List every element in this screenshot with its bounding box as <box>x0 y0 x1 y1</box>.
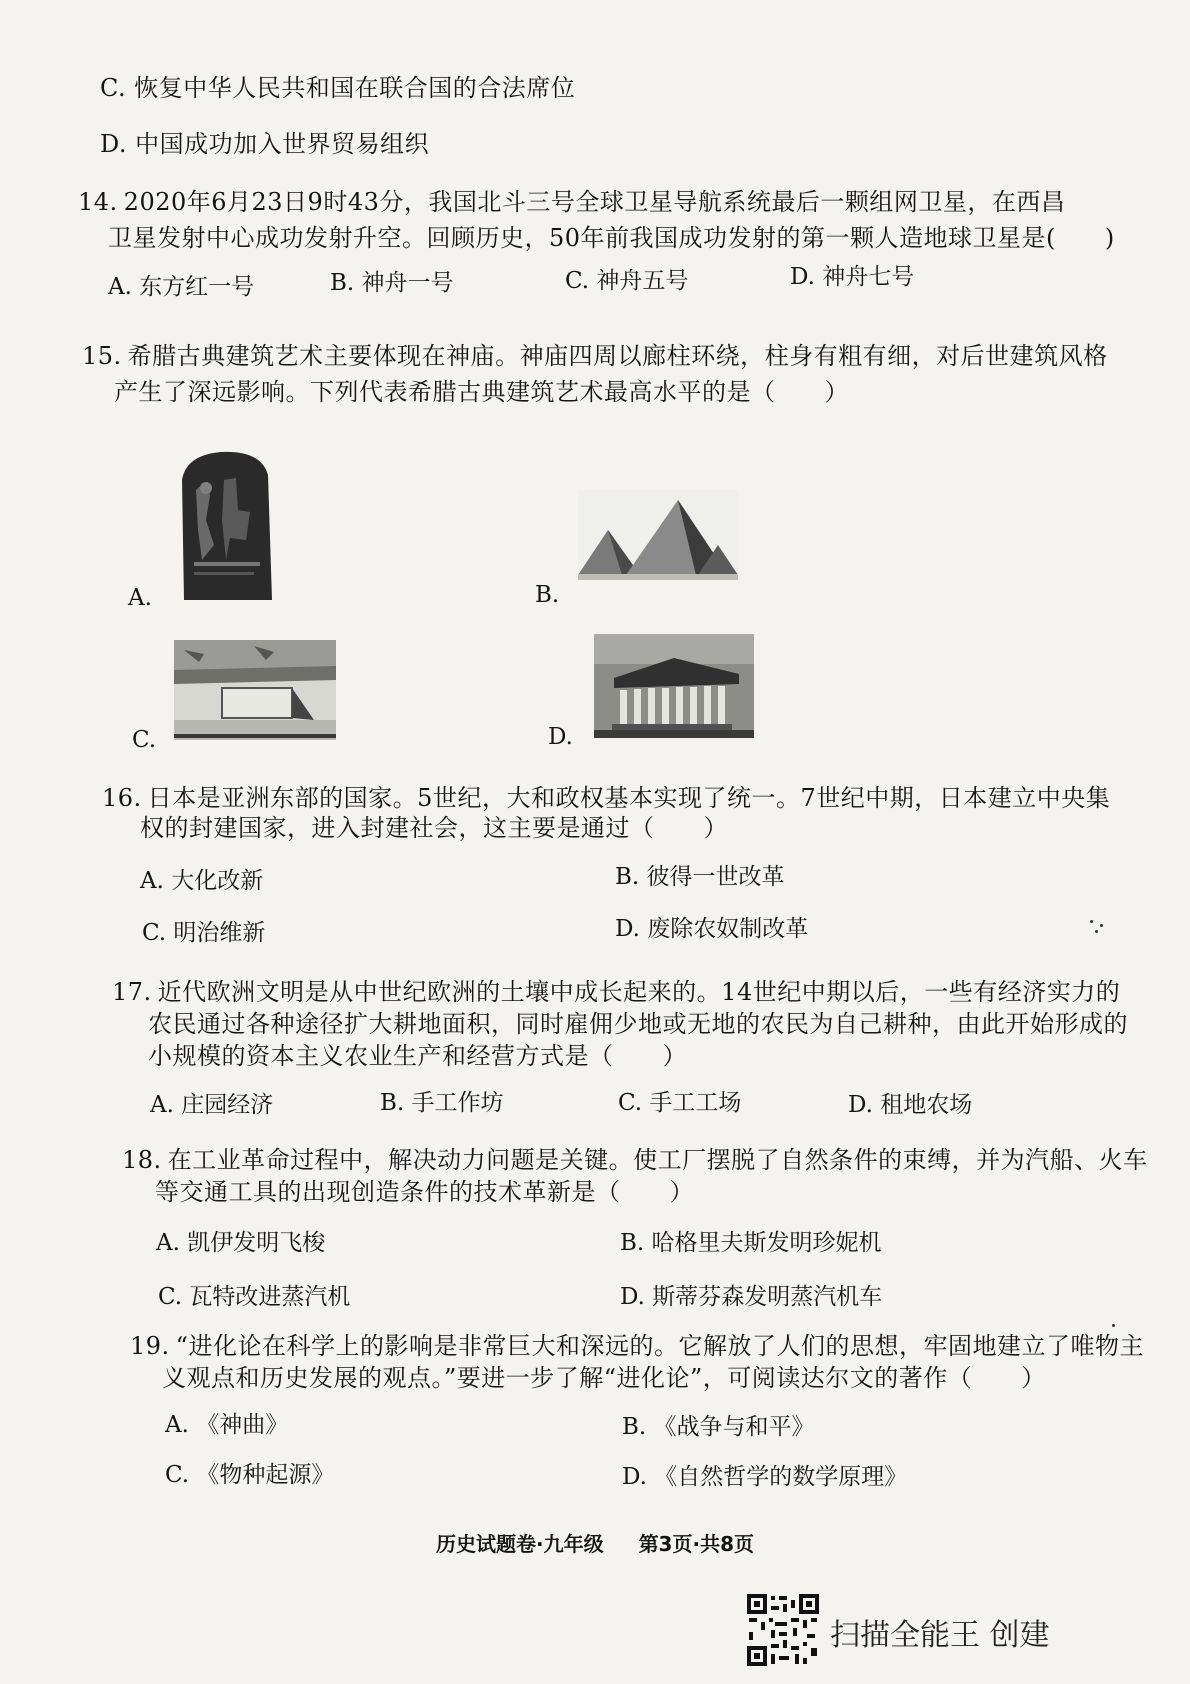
q17-line-1: 17. 近代欧洲文明是从中世纪欧洲的土壤中成长起来的。14世纪中期以后，一些有经济实力的 <box>112 978 1121 1006</box>
q19-line-2: 义观点和历史发展的观点。”要进一步了解“进化论”，可阅读达尔文的著作（ ） <box>162 1364 1046 1392</box>
scan-speck <box>1090 920 1093 923</box>
page-footer <box>0 1528 1190 1557</box>
q17-option-c: C. 手工工场 <box>618 1090 742 1116</box>
q19-option-a: A. 《神曲》 <box>165 1412 289 1438</box>
image-label-b: B. <box>535 582 560 608</box>
question-number: 19. <box>130 1332 170 1360</box>
q19-option-d: D. 《自然哲学的数学原理》 <box>622 1464 908 1490</box>
q14-option-c: C. 神舟五号 <box>565 268 689 294</box>
q16-line-1: 16. 日本是亚洲东部的国家。5世纪，大和政权基本实现了统一。7世纪中期，日本建立中央集 <box>102 784 1111 812</box>
question-number: 14. <box>78 188 118 216</box>
q18-line-2: 等交通工具的出现创造条件的技术革新是（ ） <box>155 1178 694 1206</box>
q18-line-1: 18. 在工业革命过程中，解决动力问题是关键。使工厂摆脱了自然条件的束缚，并为汽船、火车 <box>122 1146 1148 1174</box>
q19-option-b: B. 《战争与和平》 <box>622 1414 815 1440</box>
q17-line-3: 小规模的资本主义农业生产和经营方式是（ ） <box>148 1042 687 1070</box>
scan-speck <box>1112 1324 1115 1327</box>
q13-option-d: D. 中国成功加入世界贸易组织 <box>100 130 430 158</box>
q19-line-1: 19. “进化论在科学上的影响是非常巨大和深远的。它解放了人们的思想，牢固地建立了唯物主 <box>130 1332 1144 1360</box>
ancient-ruins-image <box>174 640 336 740</box>
q18-option-d: D. 斯蒂芬森发明蒸汽机车 <box>620 1284 883 1310</box>
page-number: 第3页·共8页 <box>638 1532 754 1556</box>
pyramids-image <box>578 490 738 580</box>
question-number: 17. <box>112 978 152 1006</box>
scanner-watermark <box>745 1592 1075 1672</box>
q14-line-1: 14. 2020年6月23日9时43分，我国北斗三号全球卫星导航系统最后一颗组网卫星，在西昌 <box>78 188 1066 216</box>
q13-option-c: C. 恢复中华人民共和国在联合国的合法席位 <box>100 74 576 102</box>
q18-option-a: A. 凯伊发明飞梭 <box>156 1230 326 1256</box>
q15-line-2: 产生了深远影响。下列代表希腊古典建筑艺术最高水平的是（ ） <box>114 378 849 406</box>
q16-option-a: A. 大化改新 <box>140 868 264 894</box>
qr-code-icon <box>745 1592 821 1668</box>
question-number: 16. <box>102 784 142 812</box>
q18-option-c: C. 瓦特改进蒸汽机 <box>158 1284 351 1310</box>
q16-option-c: C. 明治维新 <box>142 920 266 946</box>
scan-speck <box>1095 930 1098 933</box>
paper-title: 历史试题卷·九年级 <box>435 1532 604 1556</box>
watermark-text: 扫描全能王 创建 <box>830 1618 1050 1653</box>
q19-option-c: C. 《物种起源》 <box>165 1462 335 1488</box>
q17-option-a: A. 庄园经济 <box>150 1092 274 1118</box>
image-label-c: C. <box>132 727 157 753</box>
greek-temple-image <box>594 634 754 738</box>
q17-option-d: D. 租地农场 <box>848 1092 973 1118</box>
q17-line-2: 农民通过各种途径扩大耕地面积，同时雇佣少地或无地的农民为自己耕种，由此开始形成的 <box>148 1010 1128 1038</box>
q14-line-2: 卫星发射中心成功发射升空。回顾历史，50年前我国成功发射的第一颗人造地球卫星是( ) <box>108 224 1115 252</box>
question-number: 15. <box>82 342 122 370</box>
q16-option-b: B. 彼得一世改革 <box>615 864 785 890</box>
stele-image <box>176 450 276 600</box>
q16-line-2: 权的封建国家，进入封建社会，这主要是通过（ ） <box>140 814 728 842</box>
scan-speck <box>1100 924 1103 927</box>
q18-option-b: B. 哈格里夫斯发明珍妮机 <box>620 1230 882 1256</box>
q15-line-1: 15. 希腊古典建筑艺术主要体现在神庙。神庙四周以廊柱环绕，柱身有粗有细，对后世建筑风格 <box>82 342 1108 370</box>
q16-option-d: D. 废除农奴制改革 <box>615 916 809 942</box>
question-number: 18. <box>122 1146 162 1174</box>
image-label-a: A. <box>128 585 152 611</box>
q14-option-d: D. 神舟七号 <box>790 264 915 290</box>
q17-option-b: B. 手工作坊 <box>380 1090 504 1116</box>
q14-option-a: A. 东方红一号 <box>108 274 255 300</box>
image-label-d: D. <box>548 724 573 750</box>
q14-option-b: B. 神舟一号 <box>330 270 454 296</box>
